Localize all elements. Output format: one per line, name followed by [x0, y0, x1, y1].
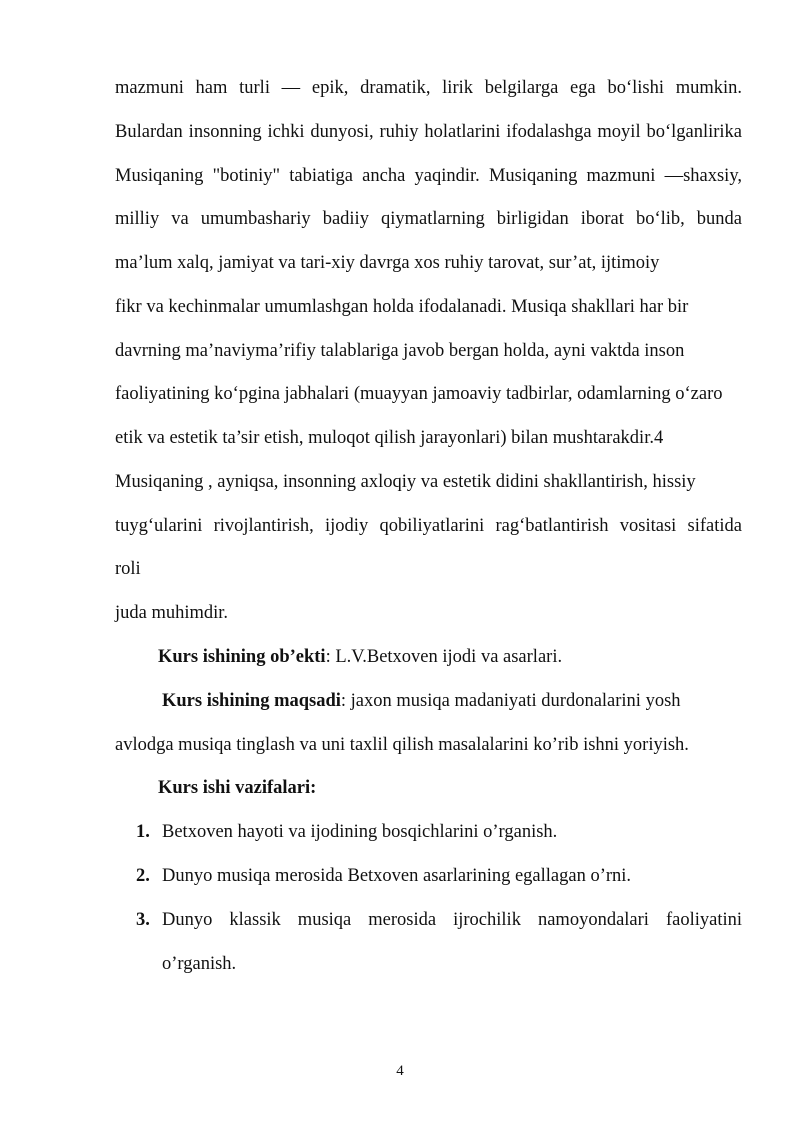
text-line: etik va estetik ta’sir etish, muloqot qilish jarayonlari) bilan mushtarakdir.4: [115, 428, 664, 448]
task-number: 3.: [136, 910, 150, 930]
task-number: 1.: [136, 822, 150, 842]
text-line: mazmuni ham turli — epik, dramatik, lirik belgilarga ega bo‘lishi mumkin.: [115, 78, 742, 98]
course-goal-text: : jaxon musiqa madaniyati durdonalarini yosh: [340, 691, 681, 711]
page-number: 4: [396, 1063, 404, 1079]
task-item: Betxoven hayoti va ijodining bosqichlarini o’rganish.: [162, 822, 558, 842]
course-object-text: : L.V.Betxoven ijodi va asarlari.: [325, 647, 563, 667]
text-line: juda muhimdir.: [115, 603, 229, 623]
text-line: Musiqaning "botiniy" tabiatiga ancha yaqindir. Musiqaning mazmuni —shaxsiy,: [115, 166, 742, 186]
task-item-continuation: o’rganish.: [162, 954, 237, 974]
course-object-line: [158, 645, 742, 669]
text-line: Bulardan insonning ichki dunyosi, ruhiy holatlarini ifodalashga moyil bo‘lganlirika: [115, 122, 742, 142]
text-line: Musiqaning , ayniqsa, insonning axloqiy va estetik didini shakllantirish, hissiy: [115, 472, 696, 492]
course-goal-label: Kurs ishining maqsadi: [162, 691, 341, 711]
task-number: 2.: [136, 866, 150, 886]
text-line: milliy va umumbashariy badiiy qiymatlarning birligidan iborat bo‘lib, bunda: [115, 209, 742, 229]
text-line: roli: [115, 559, 141, 579]
course-goal-continuation: avlodga musiqa tinglash va uni taxlil qilish masalalarini ko’rib ishni yoriyish.: [115, 735, 689, 755]
course-object-label: Kurs ishining ob’ekti: [158, 647, 326, 667]
text-line: fikr va kechinmalar umumlashgan holda ifodalanadi. Musiqa shakllari har bir: [115, 297, 689, 317]
text-line: faoliyatining ko‘pgina jabhalari (muayyan jamoaviy tadbirlar, odamlarning o‘zaro: [115, 384, 723, 404]
text-line: davrning ma’naviyma’rifiy talablariga javob bergan holda, ayni vaktda inson: [115, 341, 685, 361]
tasks-heading: Kurs ishi vazifalari:: [158, 778, 317, 798]
text-line: tuyg‘ularini rivojlantirish, ijodiy qobiliyatlarini rag‘batlantirish vositasi sifatida: [115, 516, 742, 536]
task-item: Dunyo klassik musiqa merosida ijrochilik namoyondalari faoliyatini: [162, 910, 742, 930]
text-line: ma’lum xalq, jamiyat va tari-xiy davrga xos ruhiy tarovat, sur’at, ijtimoiy: [115, 253, 660, 273]
course-goal-line: [162, 689, 746, 713]
task-item: Dunyo musiqa merosida Betxoven asarlarining egallagan o’rni.: [162, 866, 632, 886]
